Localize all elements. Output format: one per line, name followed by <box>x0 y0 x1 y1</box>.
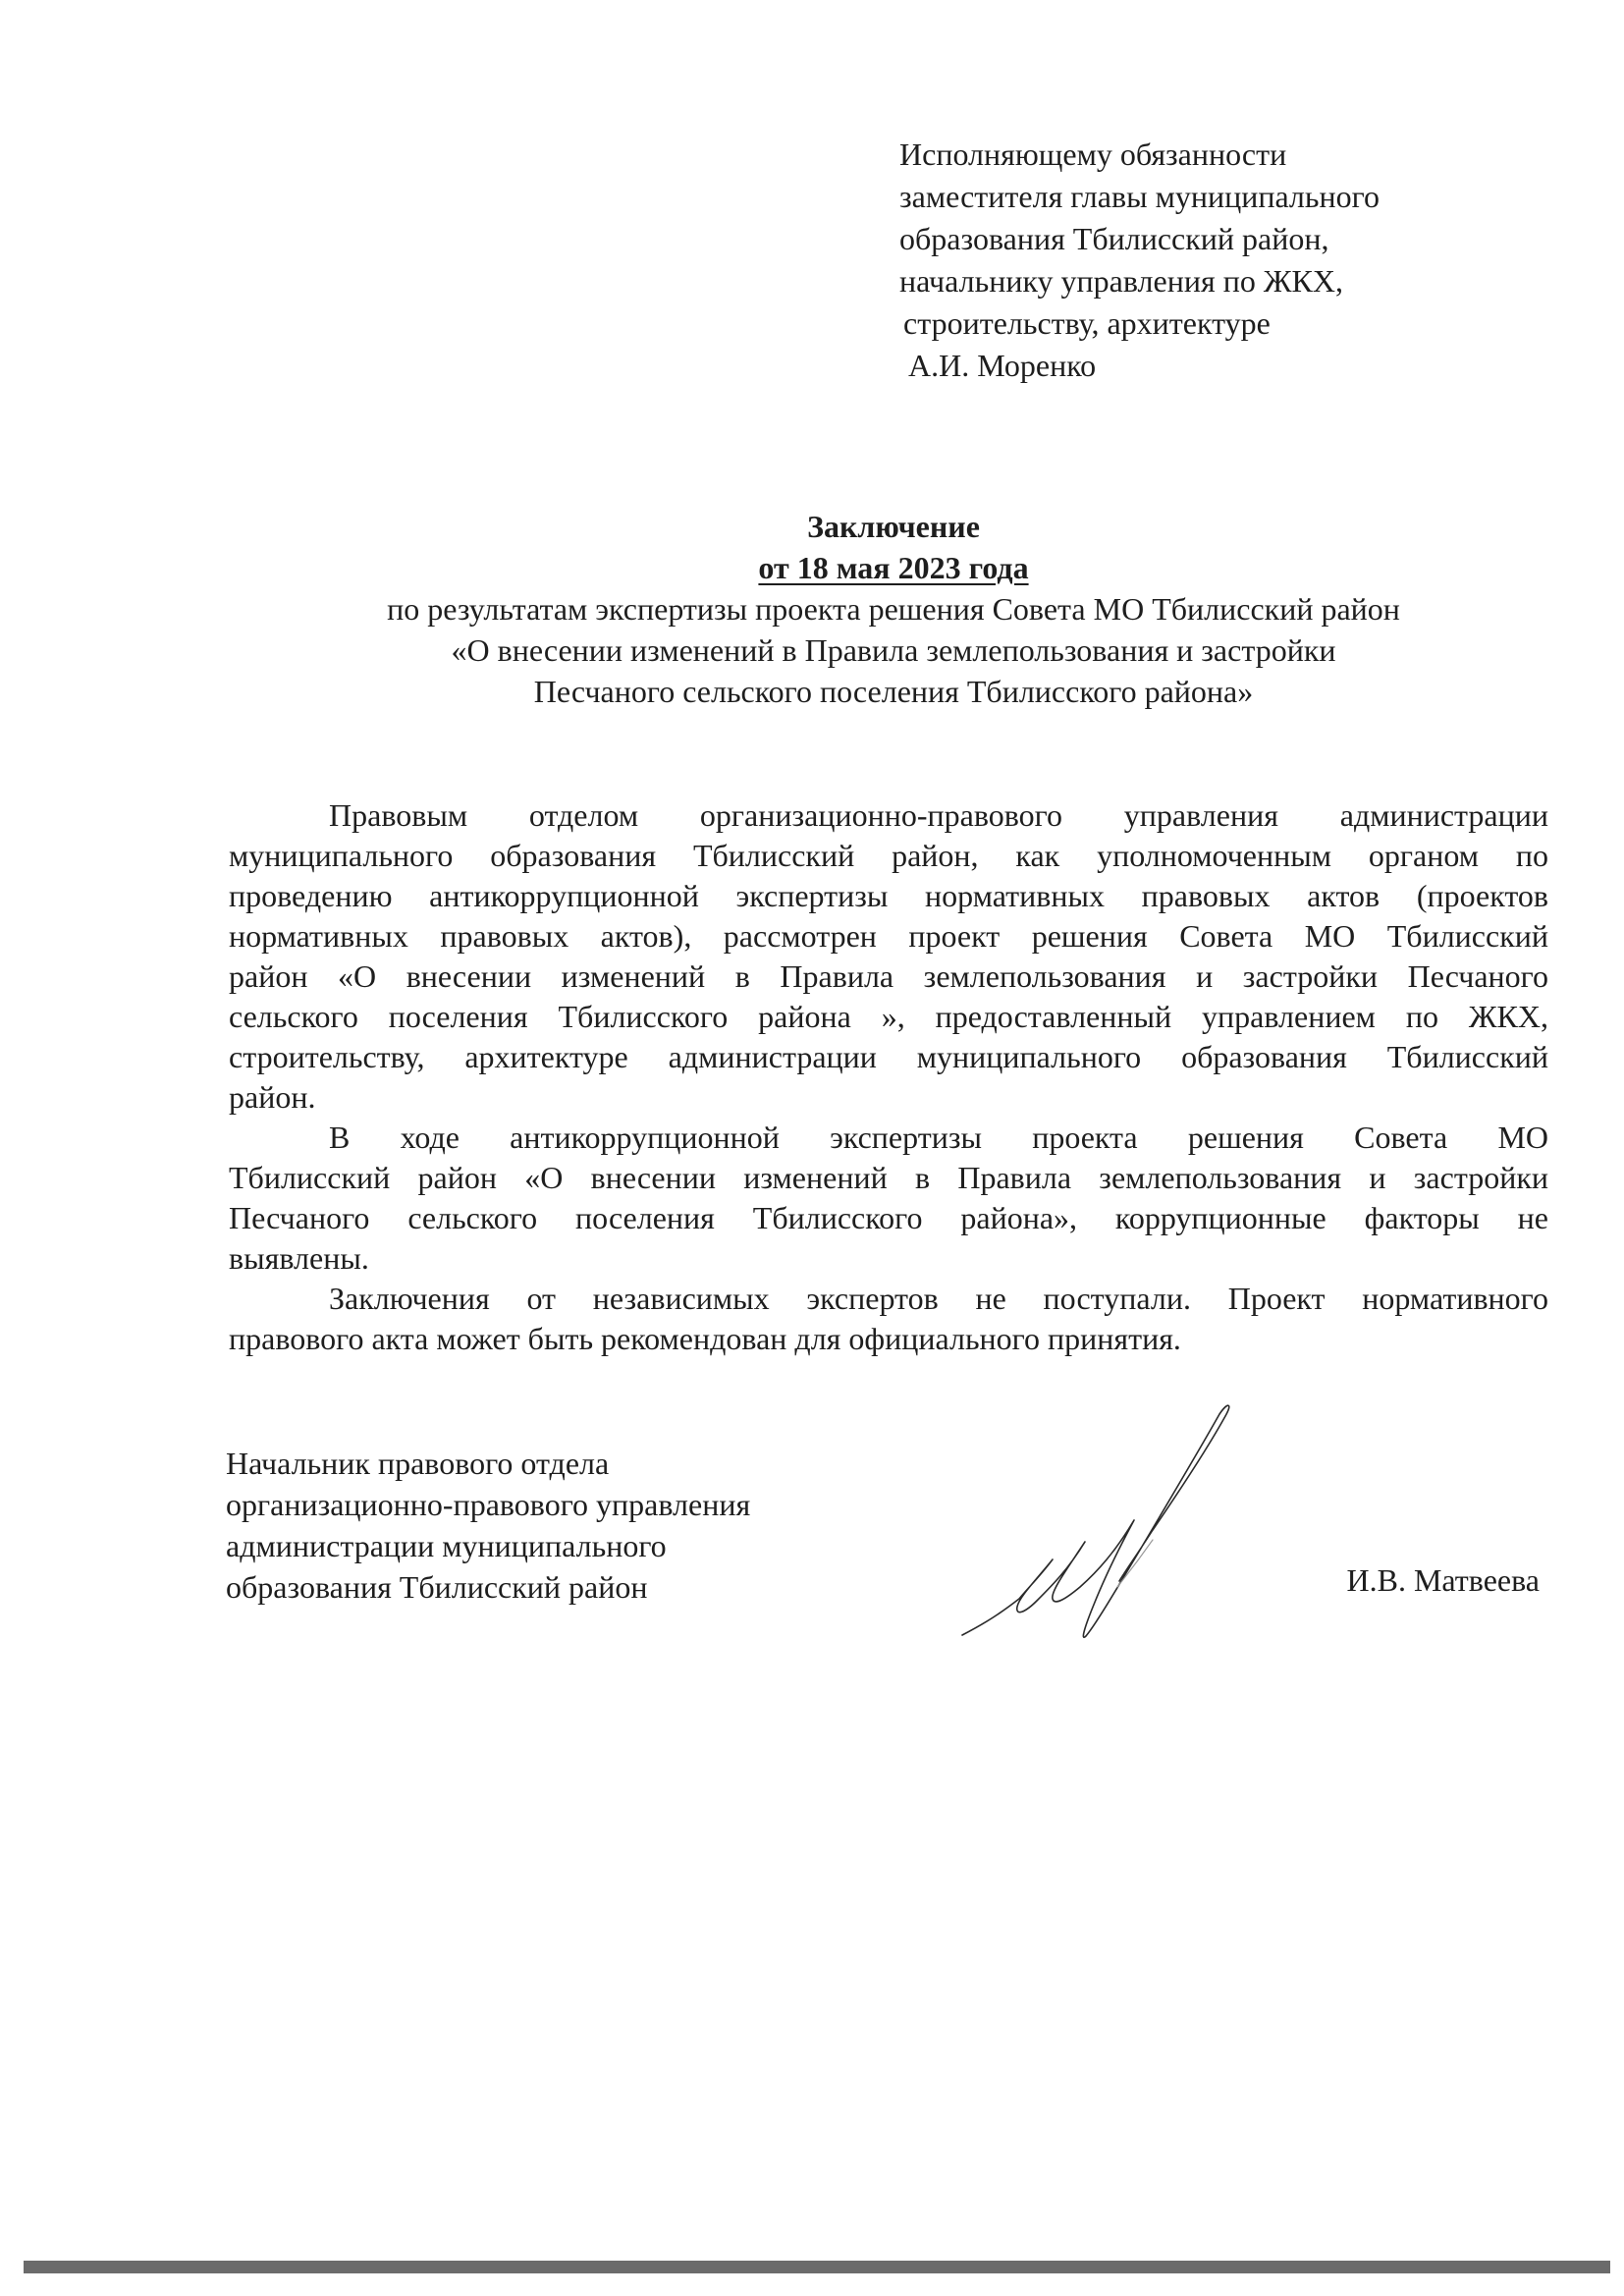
addressee-line: заместителя главы муниципального <box>899 179 1380 214</box>
scan-edge-bar <box>24 2261 1610 2273</box>
signatory-name: И.В. Матвеева <box>1346 1562 1540 1598</box>
body-line: Тбилисский район «О внесении изменений в Правила землепользования и застройки <box>229 1160 1548 1195</box>
paragraph <box>229 1118 1548 1279</box>
body-line: район «О внесении изменений в Правила землепользования и застройки Песчаного <box>229 958 1548 994</box>
paragraph <box>229 1279 1548 1359</box>
document-title: Заключение <box>807 509 980 544</box>
body-line: В ходе антикоррупционной экспертизы проекта решения Совета МО <box>329 1120 1548 1155</box>
paragraph <box>229 795 1548 1118</box>
subject-line: «О внесении изменений в Правила землепользования и застройки <box>451 632 1336 668</box>
document-body <box>229 795 1548 1359</box>
body-line: муниципального образования Тбилисский район, как уполномоченным органом по <box>229 838 1548 873</box>
signature-stroke <box>962 1405 1229 1637</box>
subject-line: по результатам экспертизы проекта решения Совета МО Тбилисский район <box>387 591 1400 627</box>
body-line: проведению антикоррупционной экспертизы нормативных правовых актов (проектов <box>229 878 1548 913</box>
body-line: сельского поселения Тбилисского района », предоставленный управлением по ЖКХ, <box>229 999 1548 1034</box>
addressee-line: Исполняющему обязанности <box>899 137 1287 172</box>
body-line: Песчаного сельского поселения Тбилисского района», коррупционные факторы не <box>229 1200 1548 1235</box>
signature-stroke <box>1117 1540 1153 1587</box>
subject-line: Песчаного сельского поселения Тбилисского района» <box>533 674 1254 709</box>
position-line: администрации муниципального <box>226 1528 667 1563</box>
body-line: строительству, архитектуре администрации муниципального образования Тбилисский <box>229 1039 1548 1074</box>
addressee-line: строительству, архитектуре <box>903 305 1271 341</box>
body-line: правового акта может быть рекомендован для официального принятия. <box>229 1321 1181 1356</box>
document-heading <box>196 506 1591 712</box>
body-line: Заключения от независимых экспертов не поступали. Проект нормативного <box>329 1281 1548 1316</box>
document-date: от 18 мая 2023 года <box>758 550 1029 585</box>
addressee-line: начальнику управления по ЖКХ, <box>899 263 1343 299</box>
position-line: образования Тбилисский район <box>226 1569 648 1605</box>
body-line: выявлены. <box>229 1240 369 1276</box>
body-line: Правовым отделом организационно-правового управления администрации <box>329 797 1548 833</box>
position-line: Начальник правового отдела <box>226 1446 610 1481</box>
body-line: район. <box>229 1079 316 1115</box>
addressee-block <box>899 134 1528 387</box>
position-line: организационно-правового управления <box>226 1487 751 1522</box>
body-line: нормативных правовых актов), рассмотрен проект решения Совета МО Тбилисский <box>229 918 1548 954</box>
addressee-name: А.И. Моренко <box>908 348 1097 383</box>
signatory-position <box>226 1443 913 1608</box>
addressee-line: образования Тбилисский район, <box>899 221 1329 256</box>
handwritten-signature-icon <box>943 1394 1257 1660</box>
